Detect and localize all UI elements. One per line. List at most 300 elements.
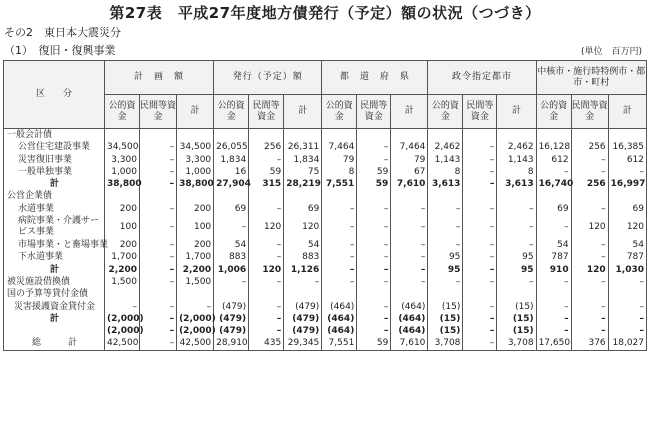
value-cell: 100 [104, 215, 139, 239]
value-cell: – [357, 203, 391, 215]
subheader-total: 計 [284, 95, 322, 129]
value-cell: – [608, 276, 646, 288]
value-cell: – [139, 313, 176, 325]
value-cell: – [536, 301, 571, 313]
value-cell: – [391, 264, 428, 276]
value-cell: 787 [608, 251, 646, 263]
value-cell: 69 [608, 203, 646, 215]
value-cell: – [249, 325, 284, 337]
value-cell: 16,385 [608, 141, 646, 153]
value-cell: 8 [497, 166, 536, 178]
value-cell: 1,700 [177, 251, 214, 263]
value-cell: 42,500 [177, 337, 214, 350]
value-cell [177, 129, 214, 142]
row-label: 計 [4, 264, 105, 276]
table-row [4, 203, 647, 215]
value-cell: – [322, 264, 357, 276]
value-cell: 34,500 [104, 141, 139, 153]
subheader-public: 公的資金 [428, 95, 463, 129]
value-cell: – [571, 276, 608, 288]
value-cell [391, 190, 428, 202]
subheader-total: 計 [391, 95, 428, 129]
value-cell: 883 [284, 251, 322, 263]
value-cell: – [249, 301, 284, 313]
value-cell: 2,200 [177, 264, 214, 276]
value-cell: – [608, 313, 646, 325]
value-cell: 120 [284, 215, 322, 239]
table-row [4, 251, 647, 263]
value-cell: 42,500 [104, 337, 139, 350]
value-cell: (479) [214, 313, 249, 325]
subheader-public: 公的資金 [104, 95, 139, 129]
value-cell: (15) [428, 301, 463, 313]
value-cell: 54 [284, 239, 322, 251]
subheader-total: 計 [608, 95, 646, 129]
value-cell: – [357, 325, 391, 337]
value-cell: – [139, 166, 176, 178]
value-cell: 38,800 [177, 178, 214, 190]
value-cell: – [571, 251, 608, 263]
value-cell [497, 129, 536, 142]
value-cell: 256 [571, 178, 608, 190]
value-cell: – [322, 215, 357, 239]
designated-city-group-header: 政令指定都市 [428, 61, 536, 95]
value-cell [536, 129, 571, 142]
value-cell: 16,128 [536, 141, 571, 153]
value-cell [357, 190, 391, 202]
value-cell: – [249, 251, 284, 263]
value-cell: – [357, 154, 391, 166]
prefecture-group-header: 都 道 府 県 [322, 61, 428, 95]
value-cell: – [428, 239, 463, 251]
value-cell: (15) [497, 313, 536, 325]
value-cell: 376 [571, 337, 608, 350]
value-cell [322, 288, 357, 300]
value-cell: 910 [536, 264, 571, 276]
value-cell: – [608, 166, 646, 178]
value-cell: 16,740 [536, 178, 571, 190]
value-cell: (479) [284, 325, 322, 337]
value-cell: 1,834 [214, 154, 249, 166]
value-cell: – [571, 154, 608, 166]
value-cell: 67 [391, 166, 428, 178]
value-cell [608, 129, 646, 142]
subheader-total: 計 [177, 95, 214, 129]
value-cell: 79 [391, 154, 428, 166]
value-cell: 120 [249, 215, 284, 239]
row-label: 公営企業債 [4, 190, 105, 202]
page-title: 第27表 平成27年度地方債発行（予定）額の状況（つづき） [109, 4, 541, 22]
value-cell: 3,613 [428, 178, 463, 190]
value-cell: 2,462 [428, 141, 463, 153]
value-cell: 612 [536, 154, 571, 166]
value-cell: 8 [428, 166, 463, 178]
value-cell [284, 129, 322, 142]
value-cell: (464) [391, 325, 428, 337]
value-cell [177, 190, 214, 202]
value-cell [536, 190, 571, 202]
value-cell: – [249, 313, 284, 325]
value-cell: – [428, 276, 463, 288]
table-row [4, 239, 647, 251]
table-row [4, 264, 647, 276]
value-cell: 435 [249, 337, 284, 350]
value-cell: 7,610 [391, 337, 428, 350]
value-cell: – [139, 325, 176, 337]
value-cell: (479) [284, 301, 322, 313]
value-cell: 120 [571, 264, 608, 276]
value-cell: (464) [322, 313, 357, 325]
value-cell: 95 [428, 264, 463, 276]
value-cell: – [214, 215, 249, 239]
value-cell [608, 190, 646, 202]
value-cell: 100 [177, 215, 214, 239]
value-cell: (2,000) [177, 325, 214, 337]
value-cell [463, 129, 497, 142]
value-cell: – [322, 203, 357, 215]
value-cell: – [139, 301, 176, 313]
value-cell: – [608, 301, 646, 313]
value-cell [249, 288, 284, 300]
value-cell: (464) [391, 313, 428, 325]
value-cell: 28,219 [284, 178, 322, 190]
value-cell: – [177, 301, 214, 313]
value-cell: – [357, 301, 391, 313]
table-row [4, 154, 647, 166]
value-cell: 1,700 [104, 251, 139, 263]
value-cell: 1,030 [608, 264, 646, 276]
unit-label: (単位 百万円) [580, 47, 642, 57]
subsection-heading: （1） 復旧・復興事業 [4, 44, 116, 57]
value-cell: – [139, 251, 176, 263]
value-cell: – [357, 239, 391, 251]
value-cell: 3,708 [497, 337, 536, 350]
value-cell: – [463, 301, 497, 313]
value-cell: – [139, 141, 176, 153]
value-cell [214, 288, 249, 300]
value-cell: – [463, 239, 497, 251]
value-cell [214, 190, 249, 202]
table-row [4, 178, 647, 190]
table-row [4, 276, 647, 288]
value-cell [497, 190, 536, 202]
value-cell [104, 288, 139, 300]
value-cell: – [249, 154, 284, 166]
value-cell: 59 [357, 178, 391, 190]
value-cell: – [214, 276, 249, 288]
value-cell: 1,000 [177, 166, 214, 178]
value-cell: (2,000) [104, 325, 139, 337]
subheader-private: 民間等資金 [571, 95, 608, 129]
value-cell: (2,000) [177, 313, 214, 325]
value-cell: 69 [536, 203, 571, 215]
table-row [4, 129, 647, 142]
value-cell [357, 129, 391, 142]
row-label: 計 [4, 313, 105, 325]
value-cell [357, 288, 391, 300]
value-cell: 2,462 [497, 141, 536, 153]
value-cell: 59 [357, 337, 391, 350]
value-cell [428, 129, 463, 142]
table-row [4, 141, 647, 153]
row-label: 市場事業・と畜場事業 [4, 239, 105, 251]
row-label: 災害復旧事業 [4, 154, 105, 166]
value-cell: – [139, 215, 176, 239]
municipality-group-header: 中核市・施行時特例市・都市・町村 [536, 61, 646, 95]
value-cell: 315 [249, 178, 284, 190]
row-label: 計 [4, 178, 105, 190]
subheader-public: 公的資金 [322, 95, 357, 129]
value-cell: 29,345 [284, 337, 322, 350]
value-cell: – [322, 251, 357, 263]
value-cell: (479) [284, 313, 322, 325]
value-cell: 38,800 [104, 178, 139, 190]
value-cell: 26,055 [214, 141, 249, 153]
value-cell: – [284, 276, 322, 288]
value-cell: 28,910 [214, 337, 249, 350]
value-cell: 54 [214, 239, 249, 251]
value-cell: – [536, 166, 571, 178]
value-cell: 95 [497, 264, 536, 276]
value-cell: – [428, 215, 463, 239]
value-cell: – [463, 325, 497, 337]
value-cell: – [139, 239, 176, 251]
value-cell: 69 [214, 203, 249, 215]
value-cell: 7,610 [391, 178, 428, 190]
value-cell [104, 129, 139, 142]
value-cell: – [139, 203, 176, 215]
value-cell: – [463, 141, 497, 153]
value-cell: – [139, 276, 176, 288]
value-cell: – [322, 276, 357, 288]
value-cell: – [463, 264, 497, 276]
value-cell: – [463, 276, 497, 288]
value-cell: 7,551 [322, 178, 357, 190]
value-cell: 16 [214, 166, 249, 178]
subheader-public: 公的資金 [536, 95, 571, 129]
value-cell: – [536, 215, 571, 239]
value-cell: – [104, 301, 139, 313]
value-cell: – [391, 251, 428, 263]
table-row [4, 288, 647, 300]
value-cell: 200 [177, 203, 214, 215]
value-cell: 1,143 [428, 154, 463, 166]
row-label: 病院事業・介護サービス事業 [4, 215, 105, 239]
value-cell: 1,126 [284, 264, 322, 276]
value-cell [177, 288, 214, 300]
value-cell: 1,143 [497, 154, 536, 166]
value-cell [322, 129, 357, 142]
value-cell: – [139, 264, 176, 276]
value-cell: (15) [497, 325, 536, 337]
value-cell: 120 [249, 264, 284, 276]
value-cell [104, 190, 139, 202]
table-row [4, 166, 647, 178]
value-cell: 200 [104, 203, 139, 215]
table-row [4, 337, 647, 350]
subheader-total: 計 [497, 95, 536, 129]
value-cell: – [139, 154, 176, 166]
value-cell [249, 129, 284, 142]
table-row [4, 301, 647, 313]
table-row [4, 215, 647, 239]
value-cell: (464) [391, 301, 428, 313]
value-cell: 1,500 [177, 276, 214, 288]
value-cell: (479) [214, 325, 249, 337]
value-cell: – [357, 251, 391, 263]
value-cell: 3,613 [497, 178, 536, 190]
value-cell [497, 288, 536, 300]
value-cell: – [571, 166, 608, 178]
value-cell: – [463, 166, 497, 178]
value-cell: 7,464 [322, 141, 357, 153]
value-cell: – [249, 203, 284, 215]
value-cell: 7,551 [322, 337, 357, 350]
value-cell: 17,650 [536, 337, 571, 350]
value-cell: – [536, 313, 571, 325]
value-cell: – [322, 239, 357, 251]
value-cell: – [428, 203, 463, 215]
value-cell [322, 190, 357, 202]
value-cell: – [463, 203, 497, 215]
value-cell: – [608, 325, 646, 337]
value-cell: 200 [177, 239, 214, 251]
value-cell: – [571, 203, 608, 215]
value-cell: – [463, 251, 497, 263]
value-cell: 3,708 [428, 337, 463, 350]
bond-issuance-table [3, 60, 647, 351]
table-row [4, 325, 647, 337]
value-cell: 1,500 [104, 276, 139, 288]
value-cell: – [497, 203, 536, 215]
value-cell: – [571, 301, 608, 313]
value-cell [428, 288, 463, 300]
value-cell: (464) [322, 301, 357, 313]
value-cell [571, 129, 608, 142]
value-cell: 200 [104, 239, 139, 251]
value-cell: – [536, 325, 571, 337]
value-cell: – [497, 215, 536, 239]
row-label: 総 計 [4, 337, 105, 350]
value-cell [571, 288, 608, 300]
value-cell [139, 190, 176, 202]
value-cell: 1,006 [214, 264, 249, 276]
row-label: 国の予算等貸付金債 [4, 288, 105, 300]
value-cell: (464) [322, 325, 357, 337]
value-cell: 18,027 [608, 337, 646, 350]
subheader-private: 民間等資金 [463, 95, 497, 129]
section-heading: その2 東日本大震災分 [4, 26, 121, 39]
value-cell: 883 [214, 251, 249, 263]
value-cell: 120 [571, 215, 608, 239]
value-cell: – [357, 276, 391, 288]
value-cell: – [571, 313, 608, 325]
value-cell: 1,000 [104, 166, 139, 178]
value-cell: (479) [214, 301, 249, 313]
row-label: 一般単独事業 [4, 166, 105, 178]
value-cell: 59 [249, 166, 284, 178]
value-cell: – [497, 239, 536, 251]
value-cell: – [249, 239, 284, 251]
value-cell: – [391, 203, 428, 215]
value-cell: – [463, 178, 497, 190]
subheader-private: 民間等資金 [249, 95, 284, 129]
value-cell [139, 288, 176, 300]
row-label [4, 325, 105, 337]
value-cell: 3,300 [104, 154, 139, 166]
value-cell: 3,300 [177, 154, 214, 166]
row-label: 公営住宅建設事業 [4, 141, 105, 153]
value-cell: – [357, 313, 391, 325]
value-cell: – [139, 178, 176, 190]
value-cell: – [249, 276, 284, 288]
category-header: 区 分 [4, 61, 105, 129]
value-cell [463, 288, 497, 300]
value-cell: – [139, 337, 176, 350]
value-cell [536, 288, 571, 300]
value-cell: 54 [608, 239, 646, 251]
value-cell [571, 190, 608, 202]
value-cell: – [497, 276, 536, 288]
value-cell: 256 [571, 141, 608, 153]
value-cell: 787 [536, 251, 571, 263]
subheader-private: 民間等資金 [139, 95, 176, 129]
value-cell: – [391, 215, 428, 239]
value-cell: 95 [497, 251, 536, 263]
value-cell [139, 129, 176, 142]
value-cell: – [463, 154, 497, 166]
value-cell [284, 288, 322, 300]
value-cell: 69 [284, 203, 322, 215]
value-cell [284, 190, 322, 202]
value-cell: 79 [322, 154, 357, 166]
value-cell: 16,997 [608, 178, 646, 190]
value-cell: 256 [249, 141, 284, 153]
value-cell: 2,200 [104, 264, 139, 276]
value-cell: 59 [357, 166, 391, 178]
value-cell: (15) [497, 301, 536, 313]
value-cell: 612 [608, 154, 646, 166]
row-label: 水道事業 [4, 203, 105, 215]
issuance-group-header: 発行（予定）額 [214, 61, 322, 95]
value-cell: – [571, 239, 608, 251]
value-cell [249, 190, 284, 202]
value-cell: 54 [536, 239, 571, 251]
value-cell: (2,000) [104, 313, 139, 325]
value-cell: – [463, 337, 497, 350]
value-cell: (15) [428, 313, 463, 325]
row-label: 災害援護資金貸付金 [4, 301, 105, 313]
subheader-private: 民間等資金 [357, 95, 391, 129]
value-cell: – [391, 276, 428, 288]
value-cell: – [571, 325, 608, 337]
subheader-public: 公的資金 [214, 95, 249, 129]
value-cell [463, 190, 497, 202]
row-label: 被災施設借換債 [4, 276, 105, 288]
value-cell: 1,834 [284, 154, 322, 166]
table-row [4, 313, 647, 325]
value-cell: – [536, 276, 571, 288]
value-cell [391, 129, 428, 142]
value-cell: – [463, 313, 497, 325]
value-cell: – [357, 264, 391, 276]
value-cell: 7,464 [391, 141, 428, 153]
value-cell: – [357, 141, 391, 153]
value-cell: 120 [608, 215, 646, 239]
value-cell: – [463, 215, 497, 239]
value-cell [428, 190, 463, 202]
value-cell: 27,904 [214, 178, 249, 190]
